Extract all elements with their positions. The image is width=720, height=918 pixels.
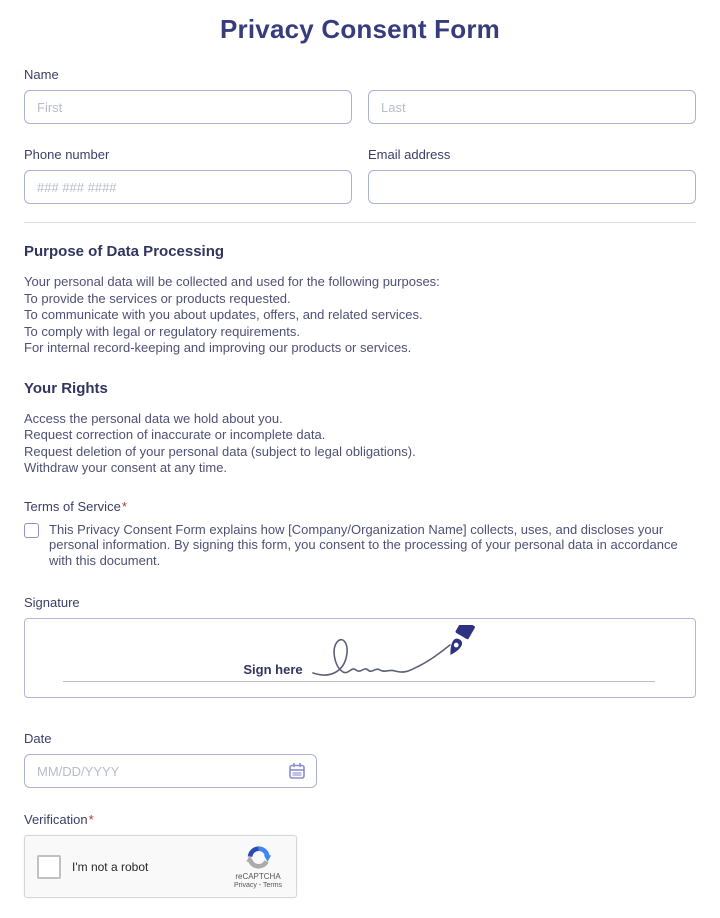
signature-label: Signature [24,595,80,610]
verification-label: Verification* [24,812,94,827]
purpose-line: For internal record-keeping and improving our products or services. [24,340,412,355]
section-divider [24,222,696,223]
terms-checkbox[interactable] [24,523,39,538]
purpose-text [24,274,696,357]
recaptcha-widget [24,835,297,898]
name-row [24,90,696,124]
name-label: Name [24,67,59,82]
date-field [24,754,317,788]
calendar-icon[interactable] [287,761,307,781]
first-name-input[interactable] [24,90,352,124]
signature-squiggle-pen-icon [309,625,477,689]
phone-label: Phone number [24,147,110,162]
recaptcha-privacy-terms-links[interactable]: Privacy - Terms [233,882,283,889]
purpose-line: Your personal data will be collected and used for the following purposes: [24,274,440,289]
purpose-heading: Purpose of Data Processing [24,243,225,260]
recaptcha-checkbox-label: I'm not a robot [72,859,149,874]
purpose-line: To comply with legal or regulatory requirements. [24,323,301,339]
last-name-input[interactable] [368,90,696,124]
required-asterisk: * [121,498,127,514]
date-input[interactable] [24,754,317,788]
page-title: Privacy Consent Form [220,14,500,44]
terms-checkbox-text: This Privacy Consent Form explains how [Company/Organization Name] collects, uses, and discloses your personal information. By signing this form, you consent to the processing of your personal data in accordance with this document. [49,521,678,568]
recaptcha-logo-text: reCAPTCHA [235,872,281,881]
rights-line: Request deletion of your personal data (subject to legal obligations). [24,443,416,459]
rights-line: Request correction of inaccurate or incomplete data. [24,427,326,442]
rights-heading: Your Rights [24,379,108,397]
rights-line: Access the personal data we hold about you. [24,410,283,426]
email-input[interactable] [368,170,696,204]
date-label: Date [24,731,52,746]
purpose-line: To provide the services or products requested. [24,290,291,306]
phone-input[interactable] [24,170,352,204]
sign-here-text: Sign here [243,661,303,677]
purpose-line: To communicate with you about updates, offers, and related services. [24,307,423,322]
contact-row [24,147,696,204]
terms-checkbox-row [24,522,696,569]
required-asterisk: * [88,812,94,827]
email-label: Email address [368,147,451,162]
signature-line [63,681,655,682]
recaptcha-logo-icon [245,844,272,871]
signature-pad[interactable] [24,618,696,698]
rights-text [24,411,696,477]
rights-line: Withdraw your consent at any time. [24,460,228,475]
terms-label: Terms of Service* [24,498,127,514]
